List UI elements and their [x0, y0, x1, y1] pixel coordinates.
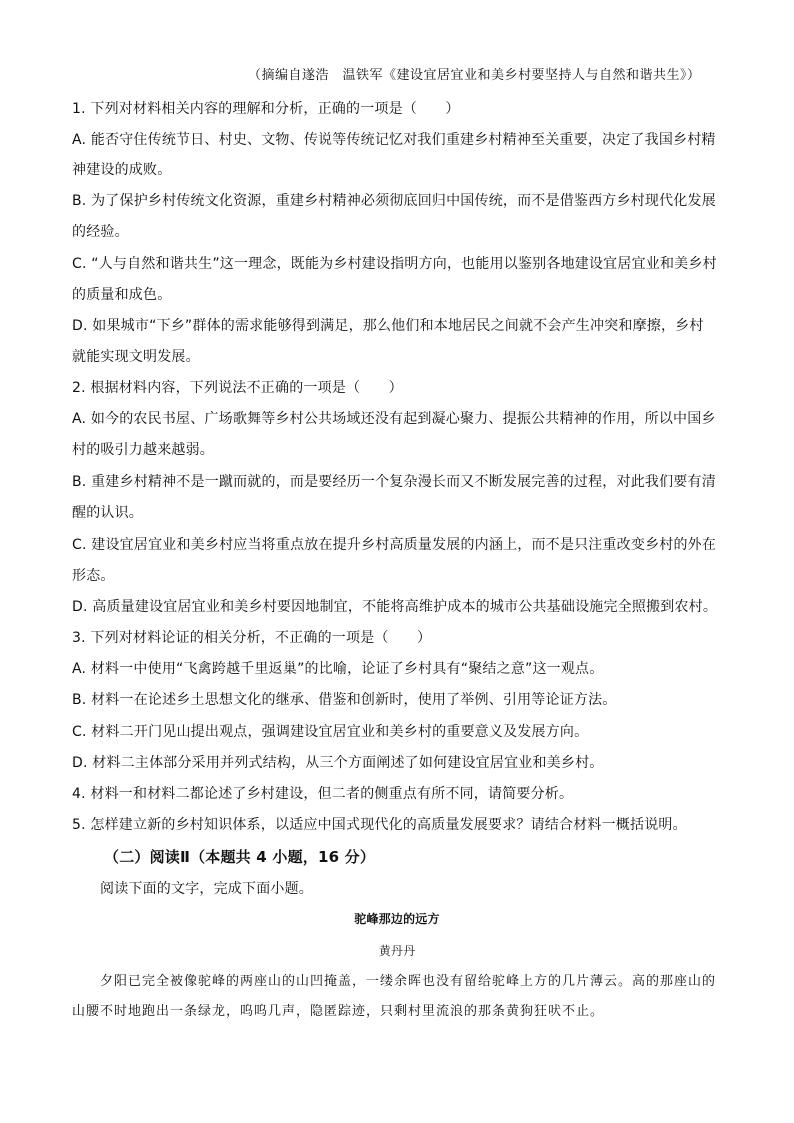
question-1-option-a: A. 能否守住传统节日、村史、文物、传说等传统记忆对我们重建乡村精神至关重要，决定了我国乡村精 [72, 132, 716, 148]
question-1-option-c-cont: 的质量和成色。 [72, 287, 172, 303]
question-2-stem: 2. 根据材料内容，下列说法不正确的一项是（ ） [72, 380, 403, 396]
question-3-option-c: C. 材料二开门见山提出观点，强调建设宜居宜业和美乡村的重要意义及发展方向。 [72, 724, 589, 740]
source-citation: （摘编自遂浩 温铁军《建设宜居宜业和美乡村要坚持人与自然和谐共生》） [248, 68, 701, 83]
question-2-option-a-cont: 村的吸引力越来越弱。 [72, 442, 214, 458]
question-3-option-b: B. 材料一在论述乡土思想文化的继承、借鉴和创新时，使用了举例、引用等论证方法。 [72, 692, 617, 708]
section-heading: （二）阅读Ⅱ（本题共 4 小题，16 分） [104, 848, 376, 866]
question-5: 5. 怎样建立新的乡村知识体系，以适应中国式现代化的高质量发展要求？请结合材料一概括说明。 [72, 817, 687, 833]
story-paragraph-line: 山腰不时地跑出一条绿龙，呜呜几声，隐匿踪迹，只剩村里流浪的那条黄狗狂吠不止。 [72, 1004, 605, 1019]
question-1-option-a-cont: 神建设的成败。 [72, 162, 172, 178]
question-2-option-b: B. 重建乡村精神不是一蹴而就的，而是要经历一个复杂漫长而又不断发展完善的过程，对此我们要有清 [72, 474, 716, 490]
story-title: 驼峰那边的远方 [354, 912, 440, 926]
question-3-option-d: D. 材料二主体部分采用并列式结构，从三个方面阐述了如何建设宜居宜业和美乡村。 [72, 755, 604, 771]
question-3-option-a: A. 材料一中使用“飞禽跨越千里返巢”的比喻，论证了乡村具有“聚结之意”这一观点。 [72, 661, 604, 677]
story-author: 黄丹丹 [378, 944, 416, 958]
story-paragraph-line: 夕阳已完全被像驼峰的两座山的山凹掩盖，一缕余晖也没有留给驼峰上方的几片薄云。高的那座山的 [100, 974, 717, 989]
question-1-stem: 1. 下列对材料相关内容的理解和分析，正确的一项是（ ） [72, 101, 460, 117]
question-1-option-b-cont: 的经验。 [72, 224, 129, 240]
reading-instruction: 阅读下面的文字，完成下面小题。 [100, 881, 313, 897]
question-2-option-b-cont: 醒的认识。 [72, 505, 143, 521]
question-4: 4. 材料一和材料二都论述了乡村建设，但二者的侧重点有所不同，请简要分析。 [72, 786, 574, 802]
question-2-option-d: D. 高质量建设宜居宜业和美乡村要因地制宜，不能将高维护成本的城市公共基础设施完全照搬到农村。 [72, 599, 718, 615]
question-1-option-d: D. 如果城市“下乡”群体的需求能够得到满足，那么他们和本地居民之间就不会产生冲突和摩擦，乡村 [72, 318, 704, 334]
question-2-option-c-cont: 形态。 [72, 568, 115, 584]
question-2-option-a: A. 如今的农民书屋、广场歌舞等乡村公共场域还没有起到凝心聚力、提振公共精神的作用，所以中国乡 [72, 411, 716, 427]
question-2-option-c: C. 建设宜居宜业和美乡村应当将重点放在提升乡村高质量发展的内涵上，而不是只注重改变乡村的外在 [72, 537, 717, 553]
question-1-option-d-cont: 就能实现文明发展。 [72, 349, 200, 365]
question-1-option-b: B. 为了保护乡村传统文化资源，重建乡村精神必须彻底回归中国传统，而不是借鉴西方乡村现代化发展 [72, 193, 716, 209]
question-1-option-c: C. “人与自然和谐共生”这一理念，既能为乡村建设指明方向，也能用以鉴别各地建设宜居宜业和美乡村 [72, 256, 717, 272]
question-3-stem: 3. 下列对材料论证的相关分析，不正确的一项是（ ） [72, 630, 432, 646]
